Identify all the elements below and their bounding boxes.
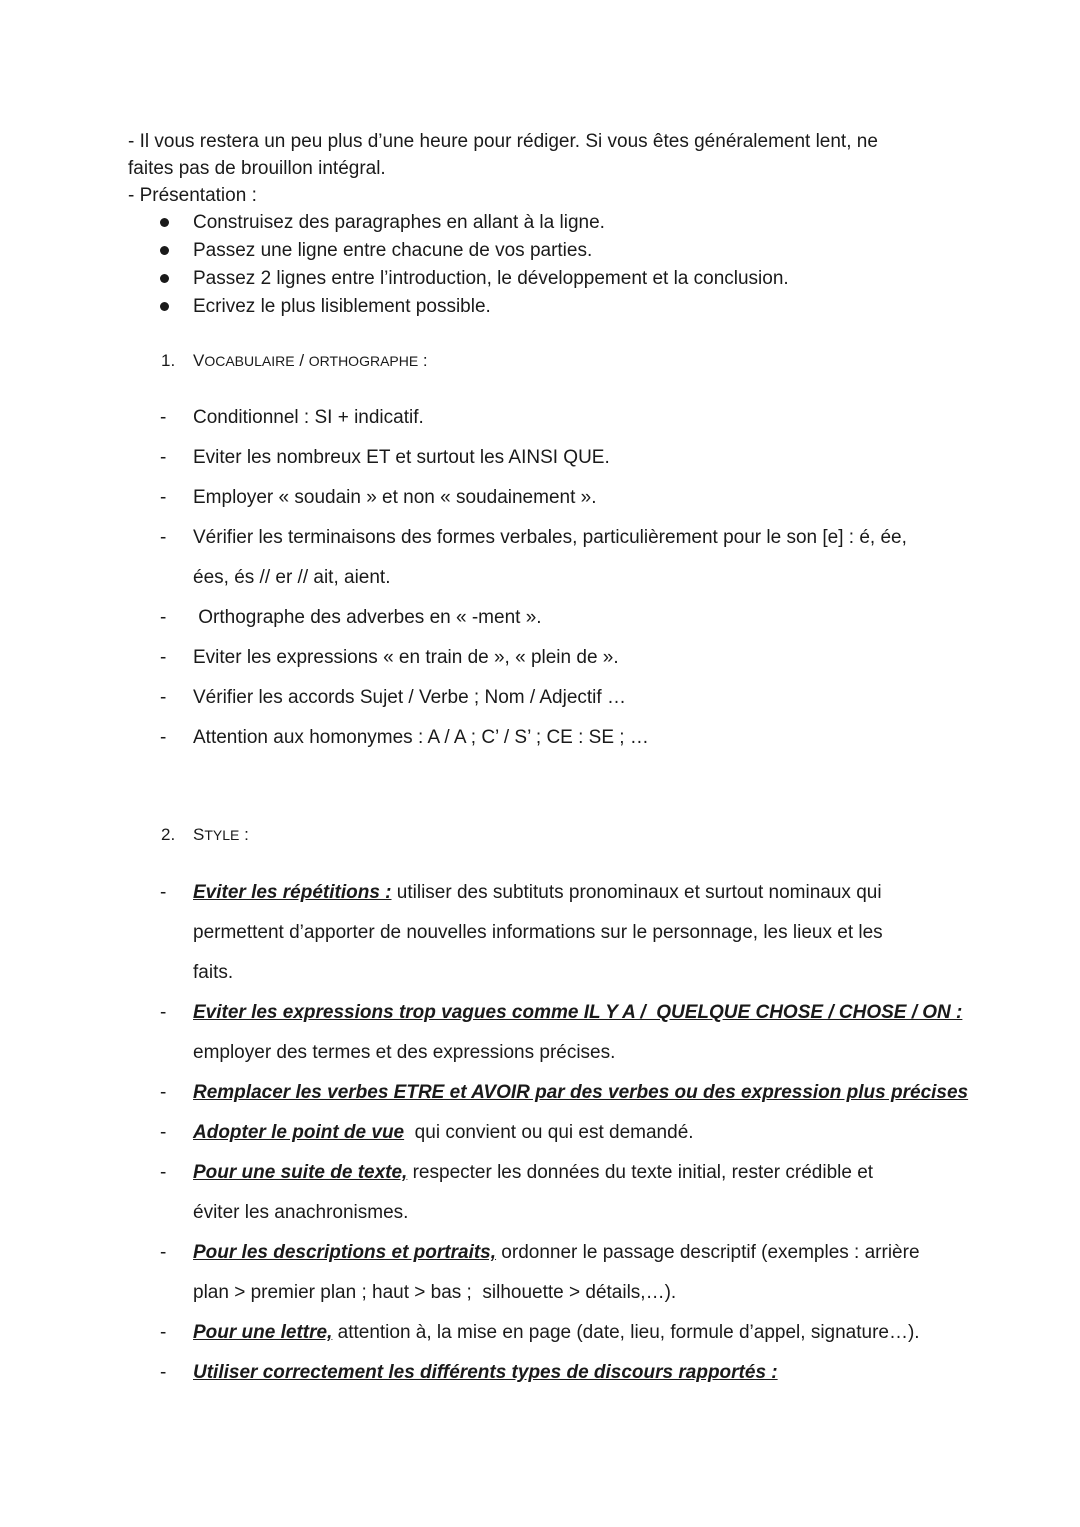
list-item-text: Eviter les nombreux ET et surtout les AINSI QUE. <box>193 447 610 468</box>
list-item-continuation: ées, és // er // ait, aient. <box>193 567 391 588</box>
heading-rest: TYLE <box>204 827 240 843</box>
emphasis-text: Pour une suite de texte, <box>193 1162 408 1183</box>
section-number: 1. <box>161 351 176 370</box>
heading-rest: OCABULAIRE <box>204 353 295 369</box>
dash-marker: - <box>160 727 167 748</box>
dash-marker: - <box>160 1082 167 1103</box>
list-item-text: Attention aux homonymes : A / A ; C’ / S’ ; CE : SE ; … <box>193 727 649 748</box>
body-text: utiliser des subtituts pronominaux et surtout nominaux qui <box>391 882 882 903</box>
list-item-text: Orthographe des adverbes en « -ment ». <box>193 607 542 628</box>
heading-initial: S <box>193 825 205 844</box>
dash-marker: - <box>160 1362 167 1383</box>
dash-marker: - <box>160 1122 167 1143</box>
list-item-text <box>193 1322 920 1344</box>
list-item-text: Employer « soudain » et non « soudainement ». <box>193 487 597 508</box>
bullet-text: Construisez des paragraphes en allant à la ligne. <box>193 212 605 233</box>
list-item-text: Eviter les expressions « en train de », « plein de ». <box>193 647 619 668</box>
dash-marker: - <box>160 487 167 508</box>
emphasis-text: Pour les descriptions et portraits, <box>193 1242 497 1263</box>
intro-line: faites pas de brouillon intégral. <box>128 158 386 179</box>
dash-marker: - <box>160 1242 167 1263</box>
emphasis-text: Eviter les expressions trop vagues comme IL Y A / QUELQUE CHOSE / CHOSE / ON : <box>193 1002 963 1023</box>
heading-separator: / <box>294 351 309 370</box>
emphasis-text: Utiliser correctement les différents types de discours rapportés : <box>193 1362 778 1383</box>
list-item-text <box>193 1362 778 1384</box>
list-item-continuation: plan > premier plan ; haut > bas ; silhouette > détails,…). <box>193 1282 677 1303</box>
body-text: ordonner le passage descriptif (exemples : arrière <box>496 1242 920 1263</box>
bullet-icon <box>160 246 169 255</box>
list-item-continuation: employer des termes et des expressions précises. <box>193 1042 616 1063</box>
section-heading-style <box>161 824 249 846</box>
heading-initial: V <box>193 351 205 370</box>
bullet-icon <box>160 218 169 227</box>
list-item-text: Conditionnel : SI + indicatif. <box>193 407 424 428</box>
body-text: respecter les données du texte initial, rester crédible et <box>407 1162 874 1183</box>
list-item-continuation: permettent d’apporter de nouvelles informations sur le personnage, les lieux et les <box>193 922 883 943</box>
emphasis-text: Pour une lettre, <box>193 1322 333 1343</box>
list-item-continuation: éviter les anachronismes. <box>193 1202 409 1223</box>
section-number: 2. <box>161 825 176 844</box>
dash-marker: - <box>160 607 167 628</box>
emphasis-text: Adopter le point de vue <box>193 1122 405 1143</box>
dash-marker: - <box>160 407 167 428</box>
body-text: qui convient ou qui est demandé. <box>404 1122 694 1143</box>
heading-colon: : <box>418 351 428 370</box>
list-item-text: Vérifier les terminaisons des formes verbales, particulièrement pour le son [e] : é, ée, <box>193 527 907 548</box>
dash-marker: - <box>160 1002 167 1023</box>
list-item-text <box>193 1122 694 1144</box>
list-item-text <box>193 1082 968 1104</box>
bullet-text: Passez une ligne entre chacune de vos parties. <box>193 240 593 261</box>
list-item-text <box>193 1002 962 1024</box>
dash-marker: - <box>160 647 167 668</box>
bullet-icon <box>160 302 169 311</box>
dash-marker: - <box>160 447 167 468</box>
dash-marker: - <box>160 882 167 903</box>
list-item-continuation: faits. <box>193 962 234 983</box>
list-item-text <box>193 1242 920 1264</box>
body-text: attention à, la mise en page (date, lieu, formule d’appel, signature…). <box>332 1322 920 1343</box>
dash-marker: - <box>160 527 167 548</box>
bullet-text: Ecrivez le plus lisiblement possible. <box>193 296 491 317</box>
section-heading-vocabulaire <box>161 350 428 372</box>
heading-rest: ORTHOGRAPHE <box>308 353 419 369</box>
dash-marker: - <box>160 687 167 708</box>
intro-line: - Il vous restera un peu plus d’une heure pour rédiger. Si vous êtes généralement lent, ne <box>128 131 878 152</box>
dash-marker: - <box>160 1162 167 1183</box>
list-item-text <box>193 1162 873 1184</box>
dash-marker: - <box>160 1322 167 1343</box>
emphasis-text: Remplacer les verbes ETRE et AVOIR par des verbes ou des expression plus précises <box>193 1082 969 1103</box>
intro-line: - Présentation : <box>128 185 257 206</box>
bullet-text: Passez 2 lignes entre l’introduction, le développement et la conclusion. <box>193 268 789 289</box>
heading-colon: : <box>239 825 249 844</box>
list-item-text: Vérifier les accords Sujet / Verbe ; Nom / Adjectif … <box>193 687 626 708</box>
bullet-icon <box>160 274 169 283</box>
list-item-text <box>193 882 882 904</box>
emphasis-text: Eviter les répétitions : <box>193 882 392 903</box>
